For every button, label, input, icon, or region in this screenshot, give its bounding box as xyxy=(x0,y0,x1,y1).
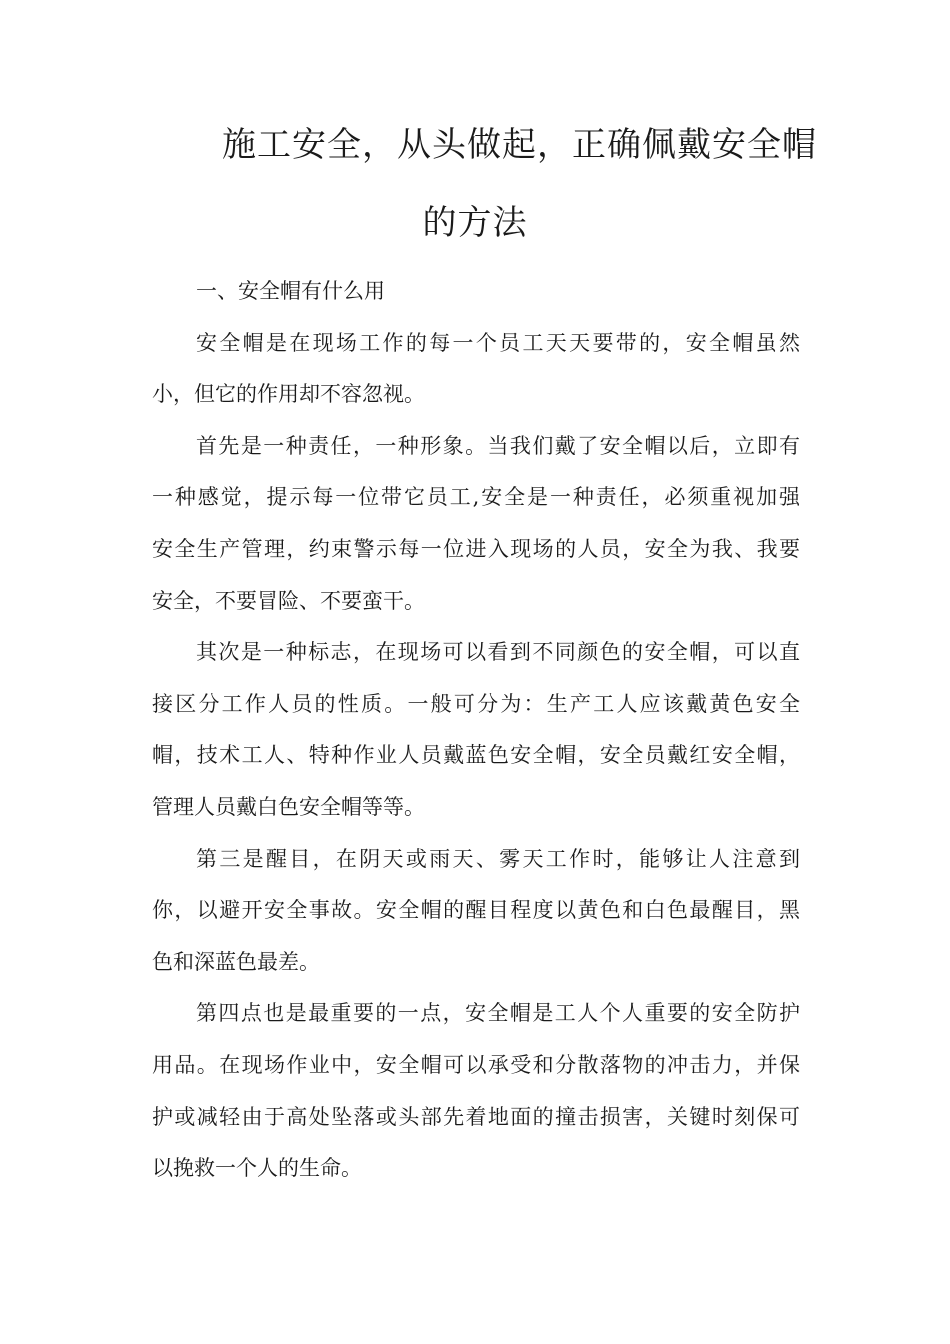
paragraph xyxy=(152,988,800,1194)
section-heading: 一、安全帽有什么用 xyxy=(196,279,385,303)
paragraph-line: 第四点也是最重要的一点，安全帽是工人个人重要的安全防护 xyxy=(196,1001,800,1026)
document-body xyxy=(152,266,800,1195)
paragraph-line: 小，但它的作用却不容忽视。 xyxy=(152,382,425,407)
paragraph-line: 护或减轻由于高处坠落或头部先着地面的撞击损害，关键时刻保可 xyxy=(152,1104,800,1129)
paragraph-line: 安全帽是在现场工作的每一个员工天天要带的，安全帽虽然 xyxy=(196,330,800,355)
paragraph-line: 帽，技术工人、特种作业人员戴蓝色安全帽，安全员戴红安全帽， xyxy=(152,743,800,768)
paragraph xyxy=(152,834,800,989)
paragraph xyxy=(152,421,800,627)
paragraph-line: 其次是一种标志，在现场可以看到不同颜色的安全帽，可以直 xyxy=(196,640,800,665)
paragraph-line: 色和深蓝色最差。 xyxy=(152,949,320,974)
paragraph-line: 一种感觉，提示每一位带它员工,安全是一种责任，必须重视加强 xyxy=(152,485,800,510)
paragraph-line: 接区分工作人员的性质。一般可分为：生产工人应该戴黄色安全 xyxy=(152,691,800,716)
paragraph xyxy=(152,627,800,833)
paragraph xyxy=(152,318,800,421)
paragraph-line: 管理人员戴白色安全帽等等。 xyxy=(152,794,425,819)
document-title-line-1: 施工安全，从头做起，正确佩戴安全帽 xyxy=(222,125,817,165)
paragraph-line: 安全，不要冒险、不要蛮干。 xyxy=(152,588,425,613)
paragraph-line: 你，以避开安全事故。安全帽的醒目程度以黄色和白色最醒目，黑 xyxy=(152,898,800,923)
paragraph-line: 首先是一种责任，一种形象。当我们戴了安全帽以后，立即有 xyxy=(196,433,800,458)
paragraph-line: 用品。在现场作业中，安全帽可以承受和分散落物的冲击力，并保 xyxy=(152,1052,800,1077)
paragraph-line: 以挽救一个人的生命。 xyxy=(152,1156,362,1181)
paragraph-line: 第三是醒目，在阴天或雨天、雾天工作时，能够让人注意到 xyxy=(196,846,800,871)
paragraph-line: 安全生产管理，约束警示每一位进入现场的人员，安全为我、我要 xyxy=(152,536,800,561)
document-title-line-2: 的方法 xyxy=(422,203,528,243)
